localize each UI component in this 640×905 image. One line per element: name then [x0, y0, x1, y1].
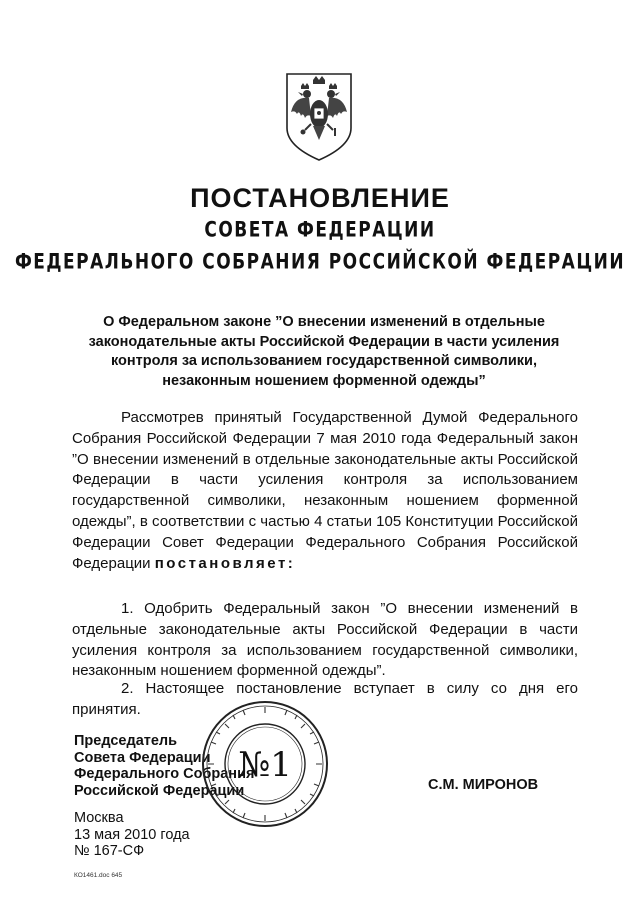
document-subject: О Федеральном законе ”О внесении изменений в отдельные законодательные акты Российской Федерации в части усиления контроля за использованием государственной символики, незаконным ношением форменной одежды”: [88, 314, 560, 389]
stamp-number: №1: [238, 745, 292, 785]
round-seal-icon: [199, 698, 331, 830]
date: 13 мая 2010 года: [74, 826, 190, 843]
preamble-text: Рассмотрев принятый Государственной Думой Федерального Собрания Российской Федерации 7 мая 2010 года Федеральный закон ”О внесении изменений в отдельные законодательные акты Российской Федерации в части усиления контроля за использованием государственной символики, незаконным ношением форменной одежды”, в соответствии с частью 4 статьи 105 Конституции Российской Федерации Совет Федерации Федерального Собрания Российской Федерации: [72, 409, 578, 572]
position-line-1: Председатель: [74, 733, 178, 749]
issuer-line-1: СОВЕТА ФЕДЕРАЦИИ: [204, 217, 436, 243]
city: Москва: [74, 810, 124, 826]
decree-word: постановляет:: [154, 554, 296, 572]
paragraph-item-1: 1. Одобрить Федеральный закон ”О внесении изменений в отдельные законодательные акты Российской Федерации в части усиления контроля за использованием государственной символики, незаконным ношением форменной одежды”.: [72, 600, 578, 680]
signatory-name: С.М. МИРОНОВ: [428, 777, 539, 793]
document-number: № 167-СФ: [74, 843, 145, 859]
position-line-4: Российской Федерации: [74, 782, 245, 799]
paragraph-preamble: [72, 408, 578, 574]
paragraph-item-2: 2. Настоящее постановление вступает в силу со дня его принятия.: [72, 680, 578, 718]
document-title: ПОСТАНОВЛЕНИЕ: [190, 183, 450, 213]
position-line-3: Федерального Собрания: [74, 766, 255, 782]
position-line-2: Совета Федерации: [74, 749, 211, 766]
issuer-line-2: ФЕДЕРАЛЬНОГО СОБРАНИЯ РОССИЙСКОЙ ФЕДЕРАЦИИ: [14, 249, 626, 275]
double-headed-eagle-emblem-icon: [283, 70, 355, 162]
file-code: КО1461.doc 645: [74, 872, 123, 879]
place-and-date: [74, 810, 190, 860]
